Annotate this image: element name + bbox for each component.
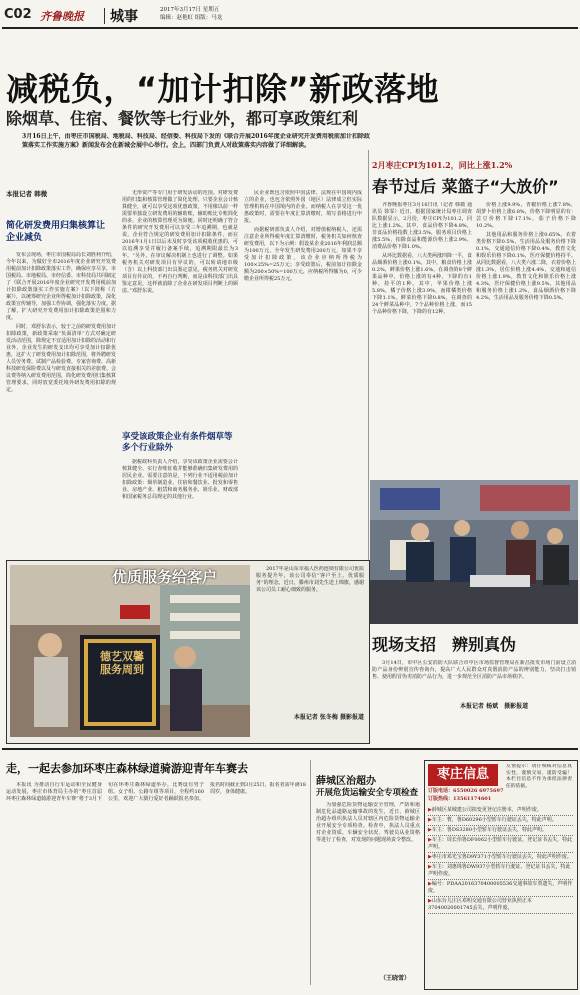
service-credit: 本报记者 张冬梅 摄影报道	[293, 714, 364, 721]
cpi-body3: 其他用品和服务价格上涨0.65%。衣着类价格下降0.5%，生活用品及服务价格下降0.1%，交通通信价格下降0.4%，教育文化和娱乐价格下降0.1%，医疗保健价格持平。从同比数据看，八大类六涨二降，衣着价格上涨1.3%，居住价格上涨4.4%，交通和通信价格上涨1.9%，教育文化和娱乐价格上涨4.3%，医疗保健价格上涨9.5%，其他用品和服务价格上涨1.2%，食品烟酒价格下降4.2%，生活用品及服务价格下降0.5%。	[476, 232, 576, 301]
arrow-icon: ▶	[428, 837, 432, 843]
info-item-text: 编号：PDAA2016370400005536交通事故车票遗失，声明作废。	[428, 881, 573, 894]
cpi-col1	[372, 202, 472, 472]
info-item-text: 车主：鲁DS3280小型轿车行驶证丢失，特此声明。	[431, 827, 548, 833]
cpi-body1: 从环比数据看，八大类两涨四降一平，食品烟酒价格上涨0.1%，其中，粮食价格上涨0.2%，鲜果价格上涨1.6%，在调查的8个鲜果品种中，价格上涨的有4种，下降的有1种，持平的1种。其中，苹果价格上涨5.8%，橘子价格上涨3.9%，而柑橘类价格下降1.1%。鲜菜价格下降0.8%，在调查的24个鲜菜品种中，7个品种价格上涨，而15个品种价格下降，下降的有12种。	[372, 253, 472, 315]
bottom-rule	[2, 748, 578, 750]
arrow-icon: ▶	[428, 881, 432, 887]
info-item-text: 车主：周长伟鲁DF0062小型轿车行驶证，登记证书丢失，特此声明。	[428, 837, 573, 850]
info-note: 友情提示：请仔细核对信息真实性，谨慎交易，谨防受骗！本栏目信息不作为承担法律责任的依据。	[506, 764, 572, 789]
safety-credit: （王晓雪）	[380, 975, 411, 982]
lead-col3-para2: 而据税研部负责人介绍，对增值税纳税人，还需注意企业所得税年度汇算清缴时，税务机关如何核查研发费用，以下为示例：假设某企业2016年利润总额为100万元，全年发生研发费用200万元，如果不享受加计扣除政策，该企业应纳所得税为100×25%=25万元；享受政策后，税前加计扣除金额为200×50%=100万元，应纳税所得额为0，可少缴企业所得税25万元。	[244, 227, 362, 282]
masthead	[0, 0, 580, 28]
info-item-4	[428, 836, 573, 853]
info-item-6	[428, 863, 573, 880]
cpi-col2	[476, 202, 576, 472]
lead-byline: 本报记者 韩微	[6, 190, 48, 198]
safety-left-rule	[310, 760, 311, 985]
cpi-byline: 齐鲁晚报枣庄3月16日讯（记者 韩微 通讯员 徐霏）近日，根据国家统计局枣庄调查队数据显示，2月份，枣庄CPI为101.2，同比上涨1.2%。其中，食品价格下降4.8%，非食品价格指数上涨3.5%，服务项目价格上涨5.5%，扣除食品和能源价格上涨2.9%，消费品价格下降1.0%。	[372, 202, 472, 250]
lead-col3-para1: 民企业既包含依照中国法律、法规在中国境内成立的企业，也包含依照外国（地区）法律成立但实际管理机构在中国境内的企业。而纳税人在享受这一优惠政策时，需要在年度汇算清缴时，填写表格进行申报。	[244, 190, 362, 224]
box2-title: 享受该政策企业有条件烟草等多个行业除外	[122, 432, 233, 453]
lead-subheadline: 除烟草、住宿、餐饮等七行业外，都可享政策红利	[6, 109, 359, 128]
scene-credit: 本报记者 杨斌 摄影报道	[460, 703, 529, 710]
cpi-kicker: 2月枣庄CPI为101.2，同比上涨1.2%	[372, 160, 513, 170]
lead-col3	[244, 190, 362, 555]
info-item-text: 车主：刘惠珠鲁DW937小型轿车行驶证、登记证书丢失，特此声明作废。	[428, 864, 571, 877]
info-item-text: 山东台儿庄区邓明交通有限公司营业执照正本37040020001745丢失，声明作废。	[428, 898, 532, 911]
lead-col1-para1: 发布会现场，枣庄市国税局局长刘胜利介绍，今年以来，为做好全市2016年度企业研究开发费用税前加计扣除政策落实工作，确保应享尽享，市国税局、市地税局、市经信委、市科技局共同制定了《联合开展2016年度企业研究开发费用税前加计扣除政策落实工作实施方案》（以下简称《方案》），以统筹研究企业所得税加计扣除政策，深化政策宣传辅导，加强工作协调，强化落实力度。据了解，扩大研究开发费用加计扣除政策范围和力度。	[6, 252, 116, 321]
lead-col2-para1: 无形资产等专门用于研发活动的范围。对研发费用的归集和核算管理做了简化处理，只要企业会计核算健全，就可以享受这项优惠政策，不用像以前一样需要单独设立研发费用的辅助账，辅助账比专账简化的多，企业的核算管理更为简便。同时还明确了符合条件的研究开发费用可以享受三年追溯期，也就是说，企业符合规定的研发费用加计扣除条件，而在2016年1月1日以后未及时享受该项税收优惠的，可以追溯享受并履行备案手续，追溯期限最长为3年。“另外，在审议解决机制上也进行了调整。如果税务机关对研发项目有异议的，可以转请地市级（含）以上科技部门出具鉴定意见。税务机关对研发项目有异议的，不再自行判断，而是由科技部门出具鉴定意见，这样就消除了企业在研发项目判断上的顾虑。”邓舒东说。	[122, 190, 238, 294]
safety-subhead: 开展危货运输安全专项检查	[316, 788, 419, 798]
info-item-2	[428, 816, 573, 826]
section-name: 城事	[110, 9, 138, 25]
info-item-3	[428, 826, 573, 836]
lead-headline: 减税负，“加计扣除”新政落地	[6, 70, 440, 108]
info-logo: 枣庄信息	[428, 764, 498, 786]
safety-headline: 薛城区治超办	[316, 776, 376, 787]
lead-col1	[6, 252, 116, 555]
editor-line: 编辑：赵艳虹 组版：马龙	[160, 15, 223, 21]
paper-name: 齐鲁晚报	[40, 10, 84, 23]
info-item-7	[428, 880, 573, 897]
info-phone2: 订版热线：13561174601	[428, 796, 492, 802]
lead-col2	[122, 190, 238, 430]
lead-intro: 3月16日上午，由枣庄市国税局、地税局、科技局、经信委、科技局下发的《联合开展2016年度企业研究开发费用税前加计扣除政策落实工作实施方案》新闻发布会在新城会展中心举行。会上，四部门负责人对政策落实内容做了详细解读。	[22, 133, 370, 149]
info-item-8	[428, 897, 573, 914]
arrow-icon: ▶	[428, 827, 432, 833]
date-line: 2017年3月17日 星期五	[160, 7, 220, 13]
scene-photo	[370, 480, 578, 624]
service-caption: 2017年是山东幸福人医药连锁有限公司优质服务提升年，该公司奉信“客户至上，优质服务”的理念，近日，滕州市刘先生送上锦旗，感谢该公司员工耐心细致的服务。	[256, 566, 364, 593]
arrow-icon: ▶	[428, 854, 432, 860]
arrow-icon: ▶	[428, 807, 432, 813]
info-item-text: 薛城区某城建公司拟变更登记注册本，声明作废。	[431, 807, 542, 813]
info-list	[428, 806, 573, 984]
info-phone: 订版电话：6550026 6975697	[428, 788, 504, 794]
arrow-icon: ▶	[428, 817, 432, 823]
masthead-divider	[104, 8, 105, 24]
box1-title: 简化研发费用归集核算让企业减负	[6, 221, 106, 243]
service-banner-text: 德艺双馨 服务周到	[100, 650, 144, 676]
info-item-5	[428, 853, 573, 863]
arrow-icon: ▶	[428, 898, 432, 904]
lead-col2-bottom: 据税政科负责人介绍，享受该政策企业需要会计核算健全、实行查账征收并能够准确归集研发费用的居民企业。需要注意的是，下列行业不适用税前加计扣除政策：烟草制造业、住宿和餐饮业、批发和零售业、房地产业、租赁和商务服务业、娱乐业、财政部和国家税务总局规定的其他行业。	[122, 459, 238, 500]
cpi-headline: 春节过后 菜篮子“大放价”	[372, 177, 559, 196]
forest-body: 本报讯 为推动自行车运动和全民健身运动发展，枣庄市体育局主办的“枣庄首届环枣庄森林绿道骑游迎青年车赛”将于3月下旬在环枣庄森林绿道举办。比赛设有男子组、女子组、公路车组等项目，全程约160公里，欢迎广大骑行爱好者踊跃报名参加。报名时间截止到3月25日，报名者需年满18周岁，身体健康。	[6, 782, 306, 802]
masthead-rule	[2, 27, 578, 29]
page-code: C02	[4, 7, 32, 22]
scene-headline: 现场支招 辨别真伪	[372, 635, 517, 654]
scene-caption: 3月14日，市中区公安消防大队联合市中区市场监督管理局在新昌批发市场门前设立消防产品身份辨别宣传咨询台，提高广大人民群众对真假消防产品的辨别能力，坚决打击销售、使用假冒伪劣消防产品行为，进一步规范全区消防产品市场秩序。	[372, 660, 576, 680]
info-item-text: 车主：曹，鲁D60296小型轿车行驶证丢失，特此声明。	[431, 817, 557, 823]
info-item-1	[428, 806, 573, 816]
forest-headline: 走，一起去参加环枣庄森林绿道骑游迎青年车赛去	[6, 762, 248, 775]
service-title: 优质服务给客户	[112, 568, 218, 586]
arrow-icon: ▶	[428, 864, 432, 870]
lead-col1-para2: 同时，邓舒东表示，较于之前的研发费用加计扣除政策，新政策采取“负面清单”方式对确定研发活动范围，除规定不宜适用加计扣除的活动和行业外，企业发生的研发支出均可享受加计扣除优惠，这扩大了研发费用加计扣除范围，将外聘研发人员劳务费、试制产品检验费、专家咨询费、高新科技研发保险费以及与研发直接相关的差旅费、会议费等纳入研发费用范围，简化研发费用归集核算管理要求，同时放宽委托境外研发费用扣除的规定。	[6, 324, 116, 393]
info-item-text: 枣庄市邓光宝鲁D9Y371小型轿车行驶证丢失，特此声明作废。	[431, 854, 572, 860]
cpi-body2: 价格上涨9.9%，青椒价格上涨7.8%，胡萝卜价格上涨6.8%，价格下降明显的有：芸豆价格下降17.1%，茄子价格下降10.2%。	[476, 202, 576, 229]
safety-body: 为加强危险货物运输安全管理，严防和遏制危化品道路运输事故的发生，近日，薛城区治超办组织执法人员对辖区内危险货物运输企业开展安全专项检查。检查中，执法人员重点对企业资质、车辆安全状况、驾驶员从业资格等进行了检查，对发现的问题现场责令整改。	[316, 802, 420, 843]
scene-photo-image	[370, 480, 578, 624]
